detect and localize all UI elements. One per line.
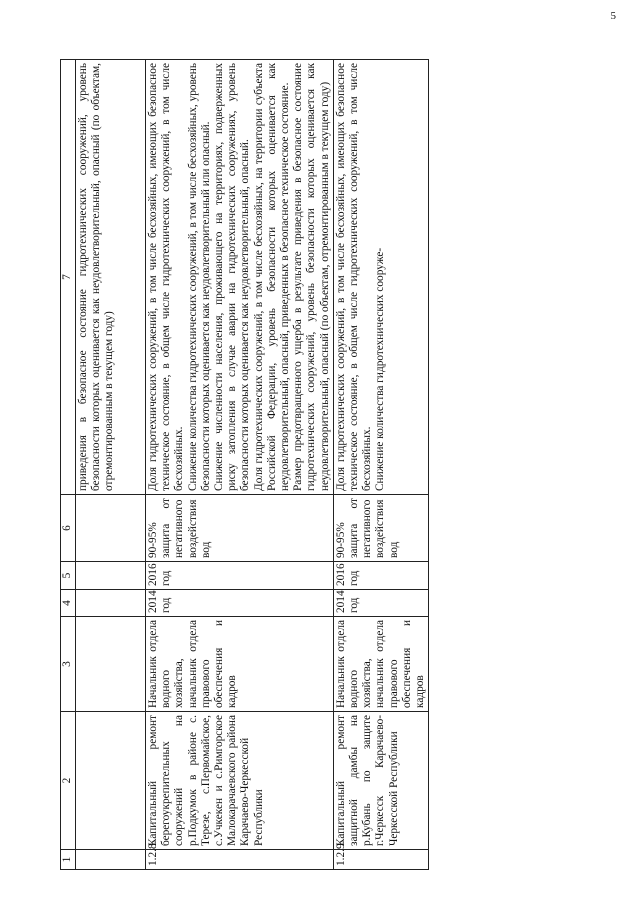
end-year: 2016 год xyxy=(333,562,428,590)
table-row xyxy=(333,60,428,870)
column-header: 7 xyxy=(61,60,76,495)
start-year: 2014 год xyxy=(146,590,334,617)
empty-cell xyxy=(76,562,146,590)
continuation-row xyxy=(76,60,146,870)
measure-name: Капитальный ремонт берегоукрепительных сооружений на р.Подкумок в районе с. Терезе, с.Первомайское, с.Учкекен и с.Римгорское Малокарачаевского района Карачаево-Черкесской Республики xyxy=(146,712,334,850)
indicator: Доля гидротехнических сооружений, в том числе бесхозяйных, на территории субъекта Российской Федерации, уровень безопасности которых оценивается как неудовлетворительный, опасный, приведенных в безопасное техническое состояние. xyxy=(252,63,292,491)
indicator: Снижение количества гидротехнических сооружений, в том числе бесхозяйных, уровень безопасности которых оценивается как неудовлетворительный или опасный. xyxy=(186,63,212,491)
start-year: 2014 год xyxy=(333,590,428,617)
empty-cell xyxy=(76,850,146,870)
expected-result: 90-95% защита от негативного воздействия вод xyxy=(333,495,428,562)
continuation-text: приведения в безопасное состояние гидротехнических сооружений, уровень безопасности которых оценивается как неудовлетворительный, опасный (по объектам, отремонтированным в текущем году) xyxy=(76,60,146,495)
empty-cell xyxy=(76,617,146,712)
indicators xyxy=(146,60,334,495)
program-table xyxy=(60,59,429,870)
page-number: 5 xyxy=(610,10,616,22)
measure-name: Капитальный ремонт защитной дамбы на р.Кубань по защите г.Черкесск Карачаево-Черкесской Республики xyxy=(333,712,428,850)
expected-result: 90-95% защита от негативного воздействия вод xyxy=(146,495,334,562)
row-number: 1.2.8. xyxy=(146,850,334,870)
indicators xyxy=(333,60,428,495)
column-header: 3 xyxy=(61,617,76,712)
indicator: Размер предотвращенного ущерба в результате приведения в безопасное состояние гидротехнических сооружений, уровень безопасности которых оценивается как неудовлетворительный, опасный (по объектам, отремонтированным в текущем году) xyxy=(292,63,331,491)
column-header: 4 xyxy=(61,590,76,617)
column-header: 6 xyxy=(61,495,76,562)
row-number: 1.2.9. xyxy=(333,850,428,870)
indicator: Снижение количества гидротехнических сооруже- xyxy=(374,247,387,491)
header-row xyxy=(61,60,76,870)
end-year: 2016 год xyxy=(146,562,334,590)
column-header: 2 xyxy=(61,712,76,850)
rotated-document xyxy=(60,60,580,870)
indicator: Доля гидротехнических сооружений, в том числе бесхозяйных, имеющих безопасное техническое состояние, в общем числе гидротехнических сооружений, в том числе бесхозяйных. xyxy=(147,63,186,491)
column-header: 1 xyxy=(61,850,76,870)
empty-cell xyxy=(76,495,146,562)
table-row xyxy=(146,60,334,870)
responsible: Начальник отдела водного хозяйства, начальник отдела правового обеспечения и кадров xyxy=(146,617,334,712)
empty-cell xyxy=(76,712,146,850)
empty-cell xyxy=(76,590,146,617)
indicator: Снижение численности населения, проживающего на территориях, подверженных риску затопления в случае аварии на гидротехнических сооружениях, уровень безопасности которых оценивается как неудовлетворительный, опасный. xyxy=(213,63,252,491)
indicator: Доля гидротехнических сооружений, в том числе бесхозяйных, имеющих безопасное техническое состояние, в общем числе гидротехнических сооружений, в том числе бесхозяйных. xyxy=(334,63,374,491)
responsible: Начальник отдела водного хозяйства, начальник отдела правового обеспечения и кадров xyxy=(333,617,428,712)
column-header: 5 xyxy=(61,562,76,590)
